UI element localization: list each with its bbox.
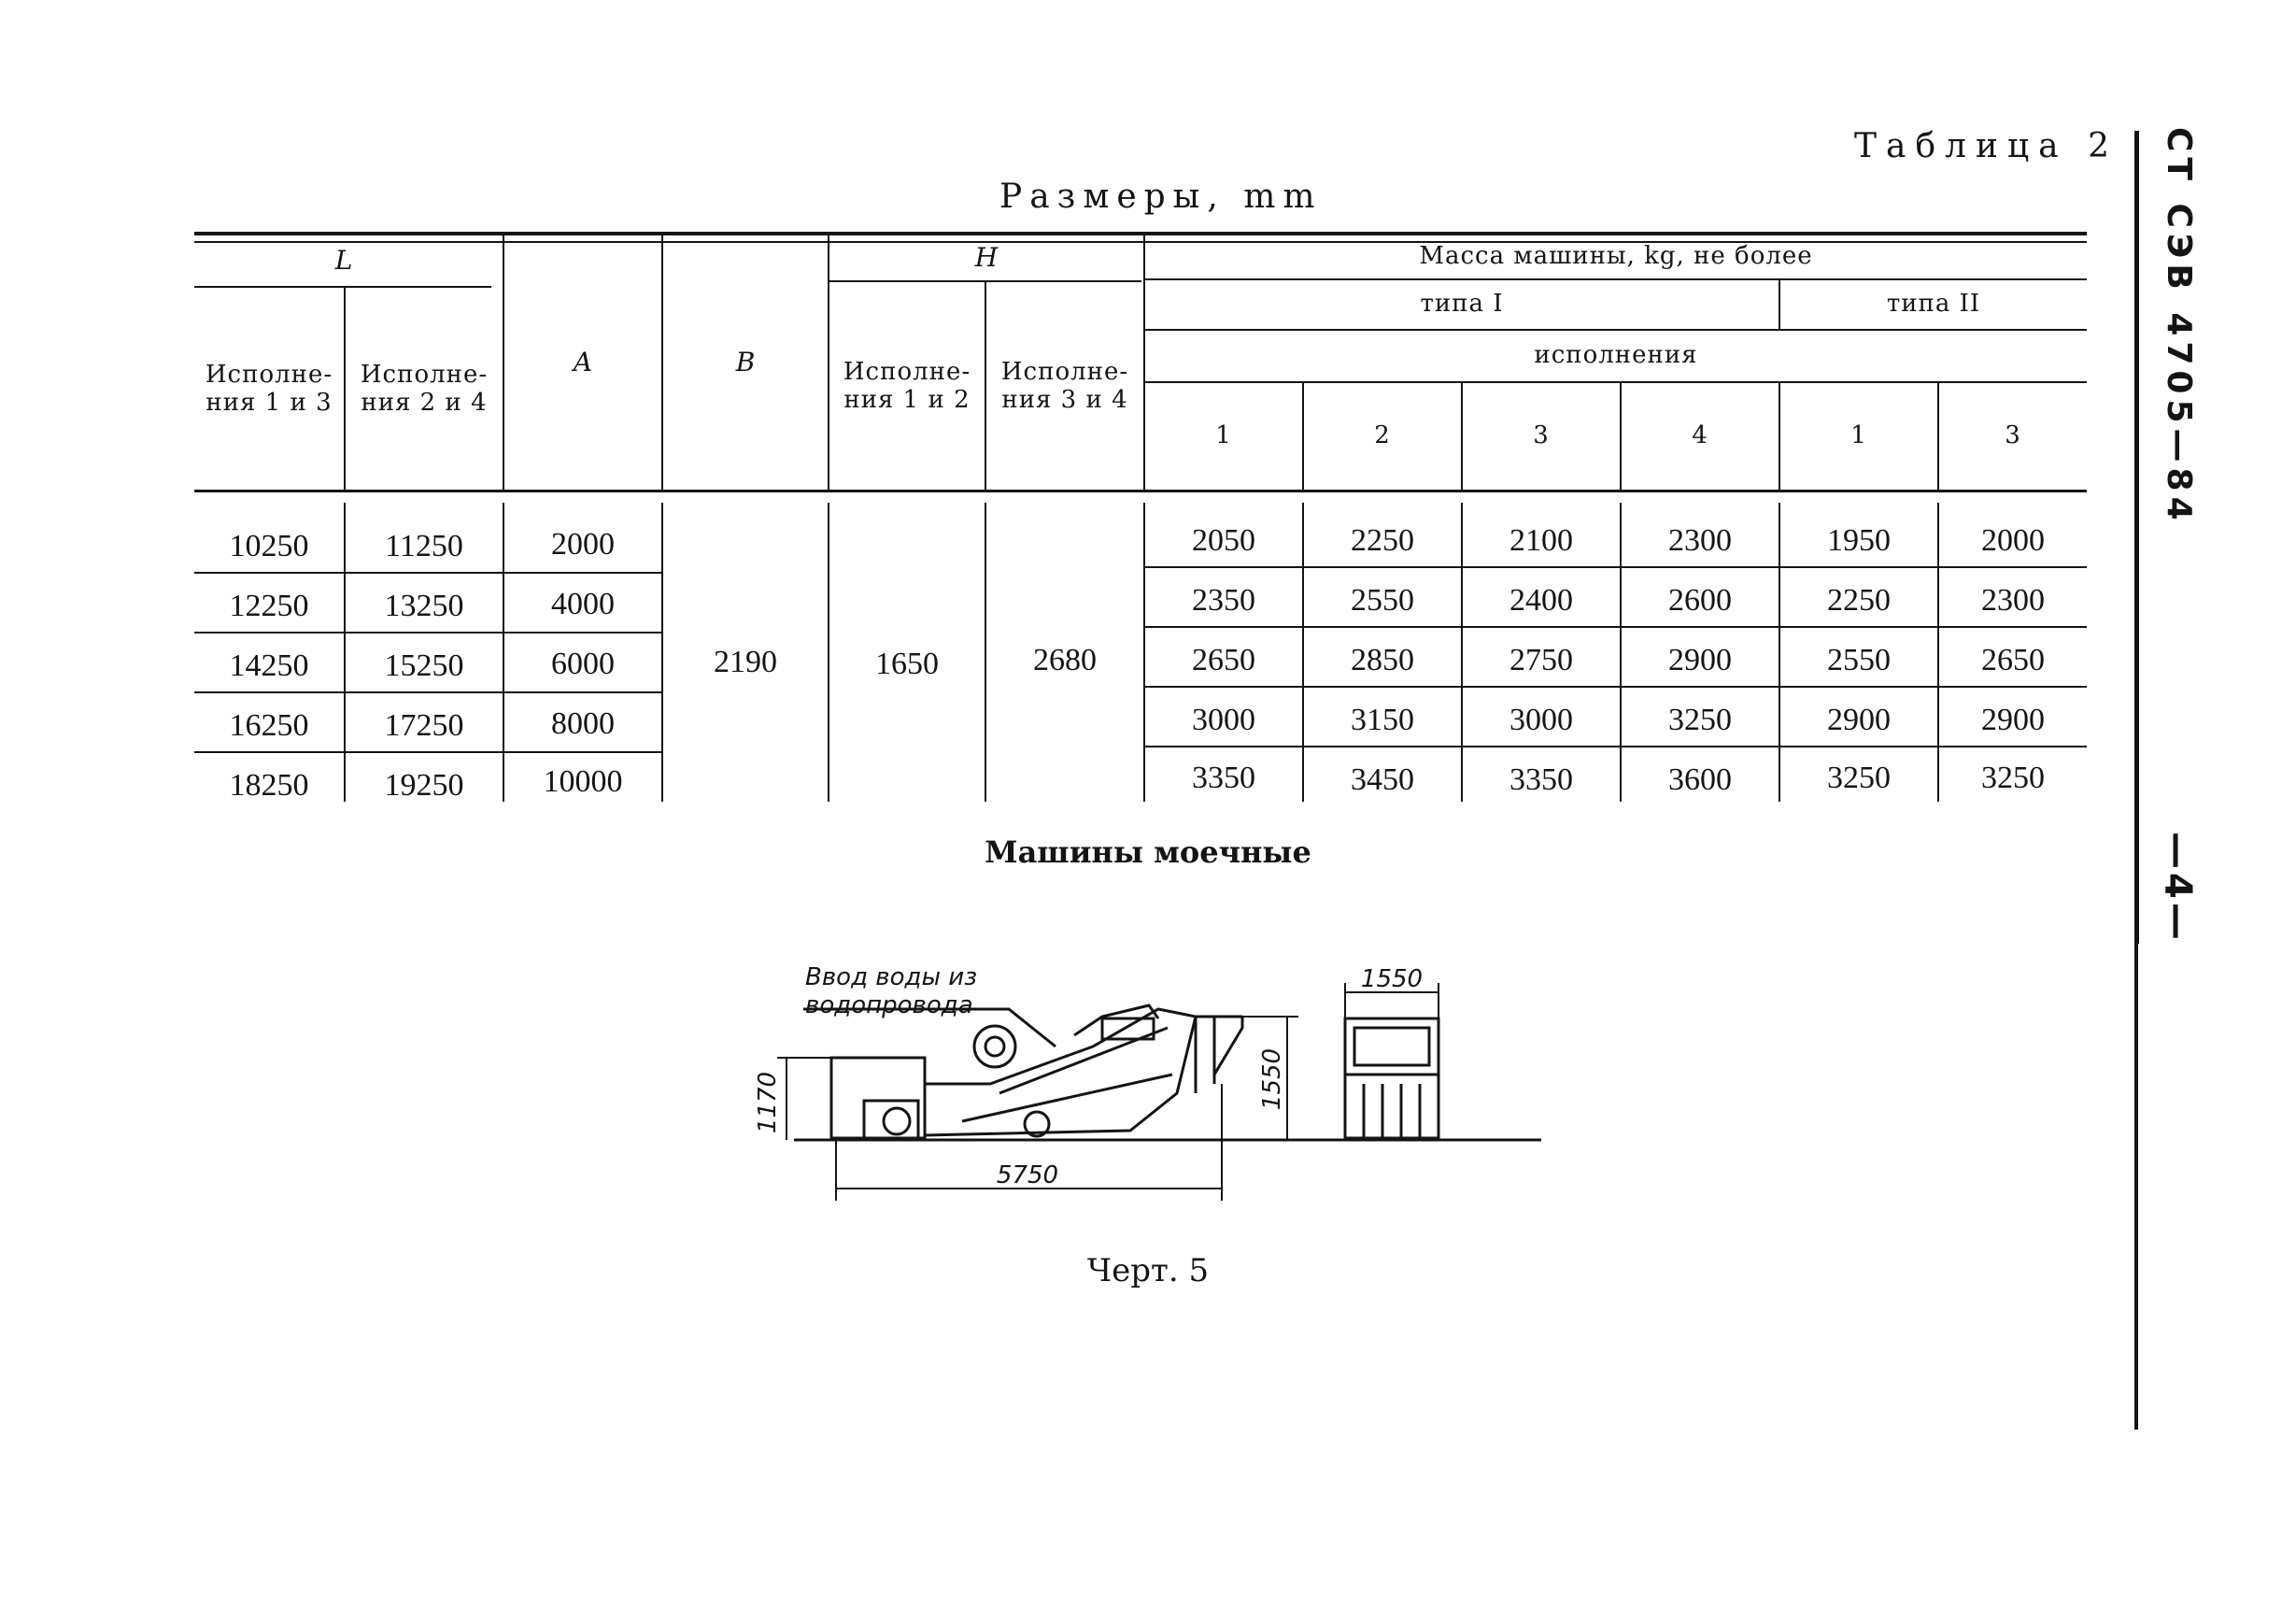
col-header-type-II: типа II bbox=[1886, 290, 1981, 319]
header-bottom-rule bbox=[194, 490, 2087, 492]
table-cell: 2650 bbox=[1981, 643, 2045, 678]
inlet-label-line-2: водопровода bbox=[805, 991, 973, 1019]
table-cell: 2550 bbox=[1827, 643, 1891, 678]
table-cell: 1950 bbox=[1827, 523, 1891, 559]
row-rule bbox=[1145, 626, 2087, 628]
table-cell: 2900 bbox=[1981, 703, 2045, 738]
dimensions-caption: Размеры, mm bbox=[999, 178, 1323, 216]
table-cell: 3250 bbox=[1668, 703, 1732, 738]
col-header-type-I: типа I bbox=[1420, 290, 1504, 319]
inlet-label-line-1: Ввод воды из bbox=[805, 963, 978, 991]
table-cell: 11250 bbox=[385, 529, 463, 564]
row-rule bbox=[1145, 686, 2087, 688]
table-cell: 2050 bbox=[1192, 523, 1255, 559]
table-cell: 2100 bbox=[1509, 523, 1573, 559]
page-number: —4— bbox=[2156, 832, 2199, 944]
table-cell: 17250 bbox=[384, 708, 464, 744]
table-cell: 3000 bbox=[1509, 703, 1573, 738]
dim-label-1550-height: 1550 bbox=[1258, 1047, 1286, 1111]
washing-machine-drawing bbox=[747, 944, 1551, 1243]
table-cell: 2750 bbox=[1509, 643, 1573, 678]
dim-label-5750: 5750 bbox=[996, 1161, 1059, 1189]
row-rule bbox=[194, 691, 661, 693]
col-header-mass-sub: 1 bbox=[1850, 421, 1867, 450]
row-rule bbox=[194, 572, 661, 574]
table-cell: 2250 bbox=[1827, 583, 1891, 619]
table-cell: 2000 bbox=[551, 527, 615, 562]
table-cell: 10000 bbox=[543, 764, 623, 800]
col-header-A: A bbox=[573, 346, 593, 377]
table-cell: 3150 bbox=[1351, 703, 1414, 738]
table-number-label: Таблица 2 bbox=[1854, 127, 2119, 165]
col-header-mass-sub: 4 bbox=[1692, 421, 1708, 450]
dim-label-1170: 1170 bbox=[754, 1071, 782, 1134]
col-header-H-versions-3-4: Исполне-ния 3 и 4 bbox=[1000, 358, 1129, 414]
table-cell: 3000 bbox=[1192, 703, 1255, 738]
table-cell: 19250 bbox=[384, 768, 464, 804]
table-cell: 2300 bbox=[1981, 583, 2045, 619]
table-cell: 8000 bbox=[551, 706, 615, 742]
row-rule bbox=[194, 751, 661, 753]
table-cell: 2900 bbox=[1827, 703, 1891, 738]
table-cell: 2400 bbox=[1509, 583, 1573, 619]
table-cell: 2550 bbox=[1351, 583, 1414, 619]
col-header-L: L bbox=[334, 244, 353, 276]
col-header-mass-sub: 1 bbox=[1215, 421, 1232, 450]
table-cell: 13250 bbox=[384, 589, 464, 624]
table-cell: 3250 bbox=[1981, 761, 2045, 796]
dim-label-1550-width: 1550 bbox=[1360, 965, 1424, 993]
table-cell: 6000 bbox=[551, 647, 615, 682]
table-cell: 2650 bbox=[1192, 643, 1255, 678]
machine-side-view bbox=[794, 1005, 1541, 1140]
table-cell: 16250 bbox=[229, 708, 309, 744]
table-cell: 3350 bbox=[1192, 761, 1255, 796]
section-title: Машины моечные bbox=[985, 834, 1311, 870]
margin-rule-lower bbox=[2134, 934, 2138, 1430]
col-header-L-versions-2-4: Исполне-ния 2 и 4 bbox=[360, 361, 489, 417]
table-cell: 2300 bbox=[1668, 523, 1732, 559]
table-cell: 2350 bbox=[1192, 583, 1255, 619]
L-group-rule bbox=[194, 286, 491, 288]
table-cell: 3250 bbox=[1827, 761, 1891, 796]
table-cell: 10250 bbox=[229, 529, 309, 564]
col-header-mass-sub: 3 bbox=[2005, 421, 2021, 450]
col-header-mass: Масса машины, kg, не более bbox=[1419, 242, 1813, 271]
row-rule bbox=[1145, 566, 2087, 568]
drawing-caption: Черт. 5 bbox=[1086, 1252, 1210, 1289]
row-rule bbox=[1145, 746, 2087, 747]
table-cell: 15250 bbox=[384, 648, 464, 684]
table-cell: 3350 bbox=[1509, 762, 1573, 798]
col-header-versions: исполнения bbox=[1534, 341, 1698, 370]
col-header-L-versions-1-3: Исполне-ния 1 и 3 bbox=[205, 361, 333, 417]
table-cell-H2: 2680 bbox=[1033, 643, 1097, 678]
table-cell: 14250 bbox=[229, 648, 309, 684]
machine-end-view bbox=[1326, 1018, 1457, 1140]
row-rule bbox=[194, 632, 661, 634]
table-cell: 3600 bbox=[1668, 762, 1732, 798]
col-header-mass-sub: 3 bbox=[1533, 421, 1550, 450]
col-header-H-versions-1-2: Исполне-ния 1 и 2 bbox=[843, 358, 971, 414]
table-cell-H1: 1650 bbox=[875, 647, 939, 682]
table-cell: 2000 bbox=[1981, 523, 2045, 559]
table-cell: 4000 bbox=[551, 587, 615, 622]
table-cell: 2250 bbox=[1351, 523, 1414, 559]
table-cell: 2900 bbox=[1668, 643, 1732, 678]
table-cell: 3450 bbox=[1351, 762, 1414, 798]
table-cell-B: 2190 bbox=[714, 645, 777, 680]
col-header-H: H bbox=[974, 241, 999, 273]
table-cell: 12250 bbox=[229, 589, 309, 624]
table-cell: 18250 bbox=[229, 768, 309, 804]
table-cell: 2600 bbox=[1668, 583, 1732, 619]
col-header-mass-sub: 2 bbox=[1374, 421, 1391, 450]
standard-code: СТ СЭВ 4705—84 bbox=[2160, 127, 2198, 526]
table-cell: 2850 bbox=[1351, 643, 1414, 678]
col-header-B: B bbox=[735, 346, 756, 377]
